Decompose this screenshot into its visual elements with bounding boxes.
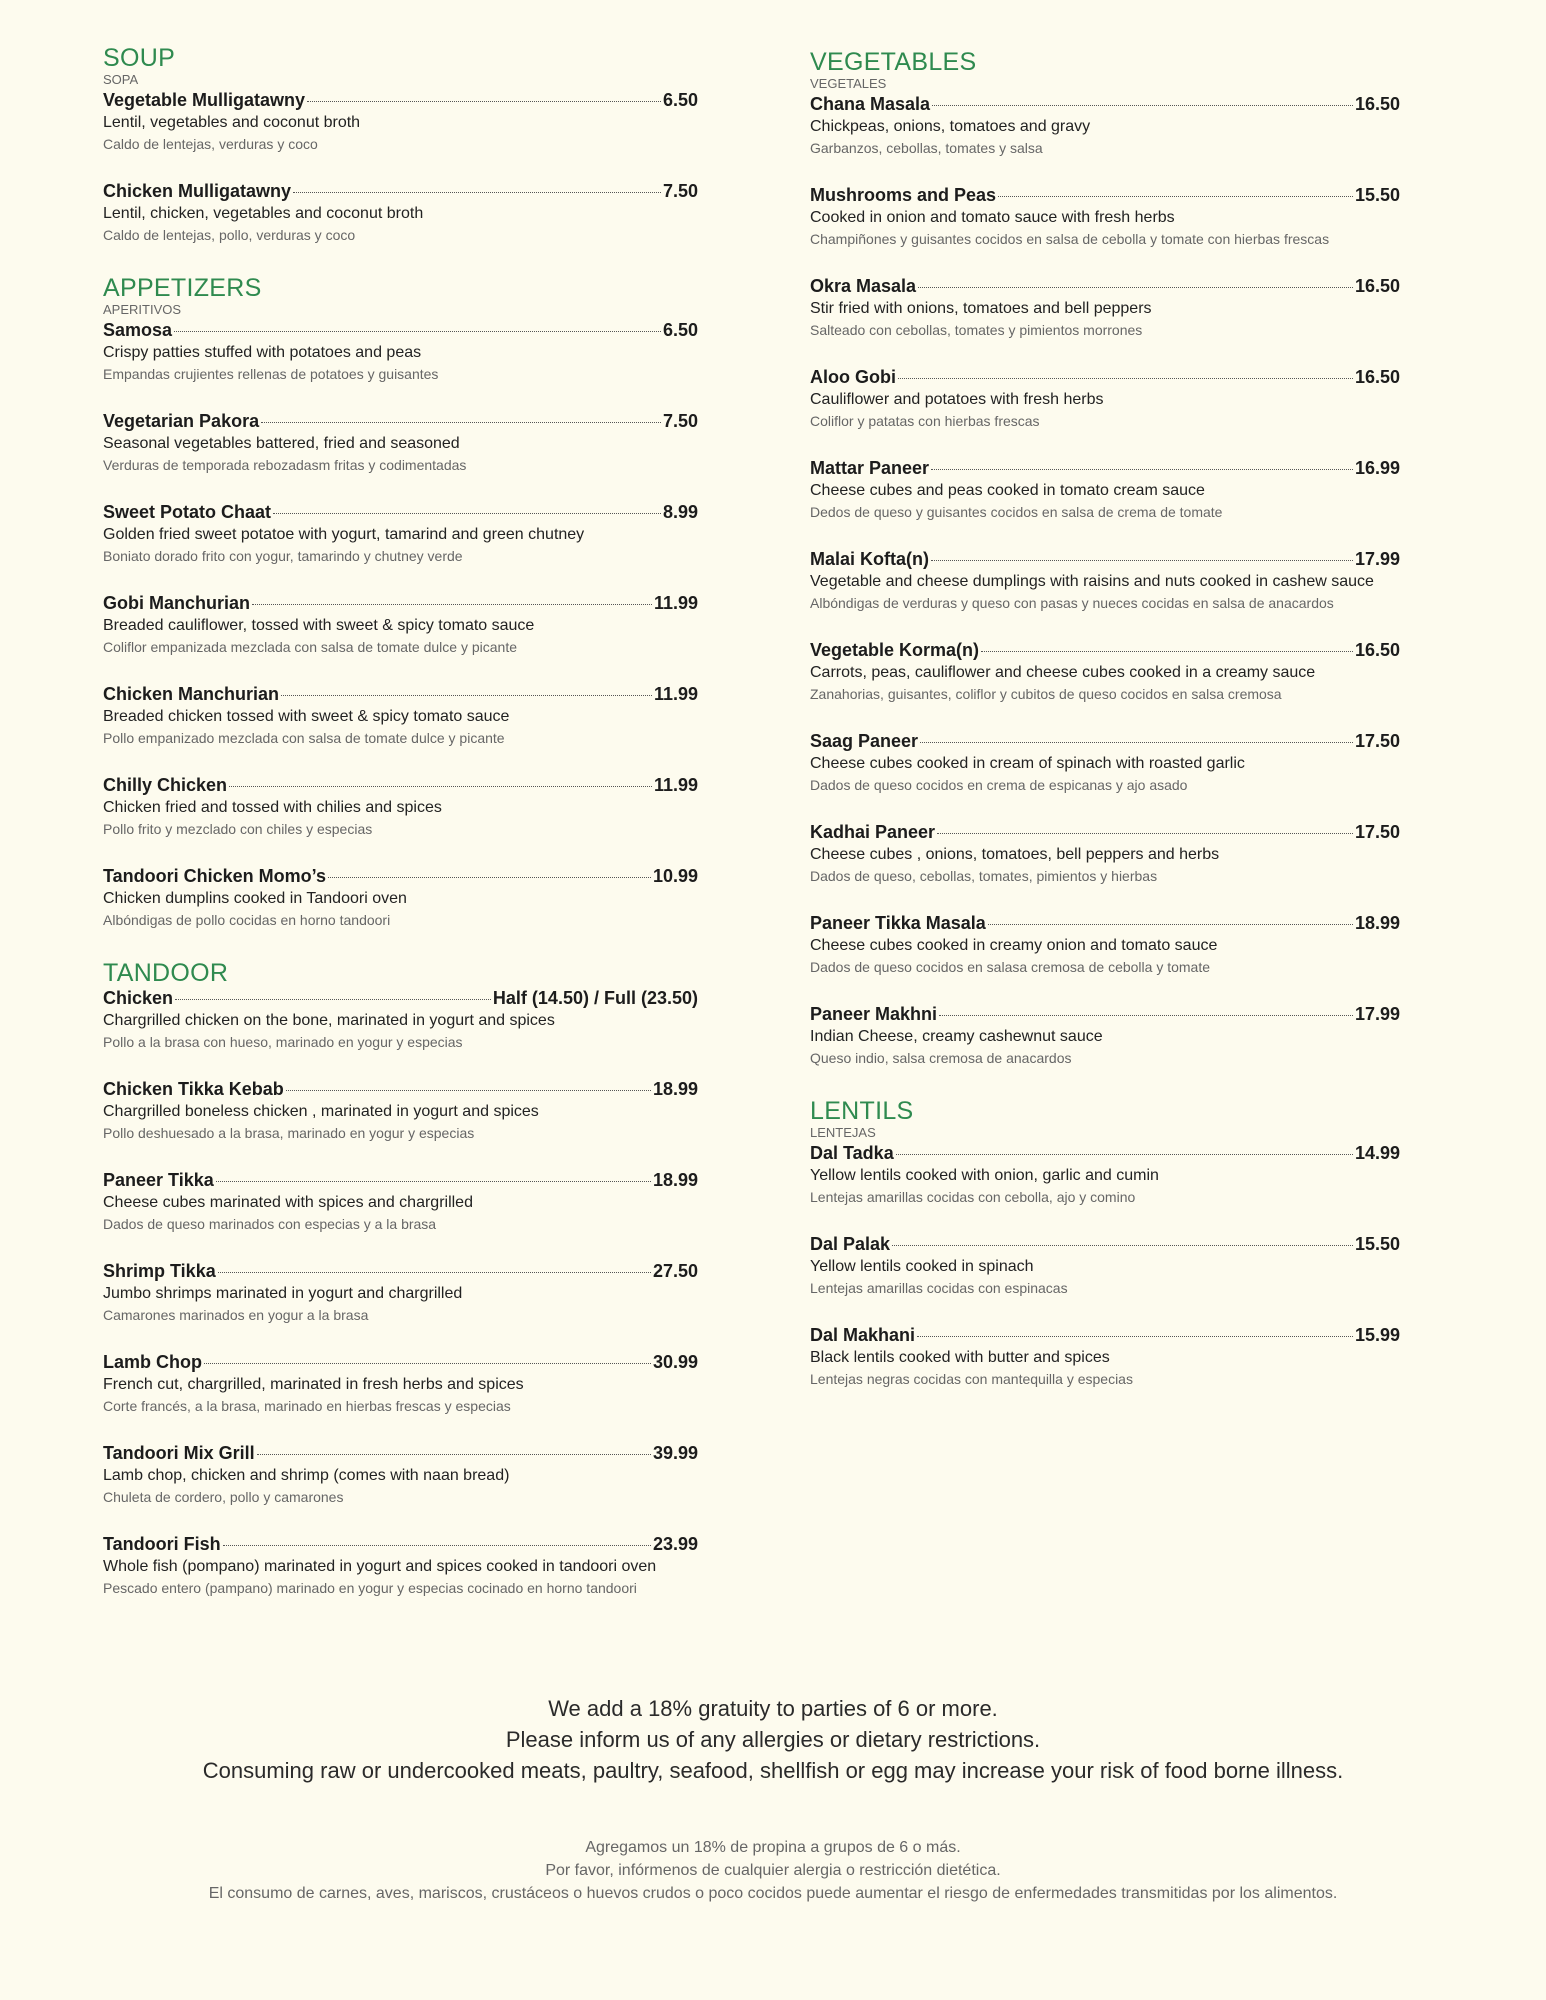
menu-item xyxy=(810,93,1400,159)
menu-item xyxy=(810,1233,1400,1299)
item-description: Stir fried with onions, tomatoes and bell peppers xyxy=(810,300,1152,317)
item-name: Paneer Tikka xyxy=(103,1170,214,1190)
item-name: Shrimp Tikka xyxy=(103,1261,216,1281)
item-price: 16.50 xyxy=(1354,276,1400,296)
dotted-leader xyxy=(218,1272,651,1273)
item-name: Chicken Manchurian xyxy=(103,684,280,704)
item-description: Cheese cubes cooked in cream of spinach with roasted garlic xyxy=(810,755,1245,772)
item-description: Golden fried sweet potatoe with yogurt, tamarind and green chutney xyxy=(103,526,585,543)
dotted-leader xyxy=(261,422,661,423)
menu-item xyxy=(810,457,1400,523)
item-name: Chilly Chicken xyxy=(103,775,228,795)
item-description-spanish: Dados de queso marinados con especias y a la brasa xyxy=(103,1216,437,1232)
item-name: Vegetarian Pakora xyxy=(103,411,260,431)
menu-item xyxy=(810,912,1400,978)
menu-item-header xyxy=(103,683,698,706)
dotted-leader xyxy=(257,1454,651,1455)
item-description: Cheese cubes and peas cooked in tomato cream sauce xyxy=(810,482,1205,499)
item-description-spanish: Dados de queso cocidos en salasa cremosa de cebolla y tomate xyxy=(810,959,1211,975)
item-price: 8.99 xyxy=(662,502,698,522)
item-price: 27.50 xyxy=(652,1261,698,1281)
item-price: 16.50 xyxy=(1354,94,1400,114)
dotted-leader xyxy=(998,196,1353,197)
item-description: Indian Cheese, creamy cashewnut sauce xyxy=(810,1028,1103,1045)
menu-item-header xyxy=(103,501,698,524)
item-description: Breaded chicken tossed with sweet & spicy tomato sauce xyxy=(103,708,510,725)
item-description-spanish: Champiñones y guisantes cocidos en salsa de cebolla y tomate con hierbas frescas xyxy=(810,231,1330,247)
item-price: 6.50 xyxy=(662,320,698,340)
item-name: Dal Palak xyxy=(810,1234,891,1254)
item-description: Vegetable and cheese dumplings with raisins and nuts cooked in cashew sauce xyxy=(810,573,1374,590)
section-title: LENTILS xyxy=(810,1097,914,1125)
menu-item-header xyxy=(103,410,698,433)
menu-section-soup xyxy=(103,44,698,246)
item-description-spanish: Corte francés, a la brasa, marinado en hierbas frescas y especias xyxy=(103,1398,511,1414)
section-subtitle: SOPA xyxy=(103,72,139,87)
item-description-spanish: Dedos de queso y guisantes cocidos en salsa de crema de tomate xyxy=(810,504,1223,520)
footer-line: We add a 18% gratuity to parties of 6 or more. xyxy=(548,1696,998,1721)
item-description-spanish: Coliflor empanizada mezclada con salsa de tomate dulce y picante xyxy=(103,639,518,655)
item-description-spanish: Dados de queso cocidos en crema de espicanas y ajo asado xyxy=(810,777,1188,793)
item-description: Crispy patties stuffed with potatoes and peas xyxy=(103,344,422,361)
item-price: 23.99 xyxy=(652,1534,698,1554)
item-price: 11.99 xyxy=(653,593,698,613)
item-name: Samosa xyxy=(103,320,173,340)
item-description-spanish: Chuleta de cordero, pollo y camarones xyxy=(103,1489,344,1505)
dotted-leader xyxy=(937,833,1353,834)
section-title: APPETIZERS xyxy=(103,274,262,302)
dotted-leader xyxy=(307,101,661,102)
footer-line: Consuming raw or undercooked meats, paultry, seafood, shellfish or egg may increase your risk of food borne illness. xyxy=(202,1758,1344,1783)
menu-item xyxy=(810,639,1400,705)
section-title: TANDOOR xyxy=(103,959,229,987)
item-description-spanish: Albóndigas de verduras y queso con pasas y nueces cocidas en salsa de anacardos xyxy=(810,595,1334,611)
menu-item-header xyxy=(810,1003,1400,1026)
menu-section-appetizers xyxy=(103,274,698,931)
menu-item xyxy=(103,1260,698,1326)
item-price: 30.99 xyxy=(652,1352,698,1372)
item-price: 15.50 xyxy=(1354,1234,1400,1254)
menu-item xyxy=(103,1442,698,1508)
item-price: 18.99 xyxy=(652,1170,698,1190)
menu-item-header xyxy=(810,821,1400,844)
dotted-leader xyxy=(286,1090,651,1091)
item-name: Tandoori Mix Grill xyxy=(103,1443,255,1463)
item-description: Cheese cubes , onions, tomatoes, bell peppers and herbs xyxy=(810,846,1220,863)
item-name: Mattar Paneer xyxy=(810,458,930,478)
menu-item xyxy=(810,1324,1400,1390)
item-price: 39.99 xyxy=(652,1443,698,1463)
footer-line: El consumo de carnes, aves, mariscos, crustáceos o huevos crudos o poco cocidos puede aumentar el riesgo de enfermedades transmitidas por los alimentos. xyxy=(208,1885,1338,1902)
menu-item xyxy=(810,275,1400,341)
item-name: Paneer Makhni xyxy=(810,1004,938,1024)
dotted-leader xyxy=(273,513,661,514)
menu-section-lentils xyxy=(810,1097,1400,1390)
menu-item-header xyxy=(103,1260,698,1283)
item-name: Vegetable Mulligatawny xyxy=(103,90,306,110)
menu-item xyxy=(103,592,698,658)
item-description: Cooked in onion and tomato sauce with fresh herbs xyxy=(810,209,1175,226)
left-column xyxy=(103,44,698,1627)
menu-item-header xyxy=(810,1324,1400,1347)
section-title: SOUP xyxy=(103,44,176,72)
item-description: Black lentils cooked with butter and spices xyxy=(810,1349,1110,1366)
dotted-leader xyxy=(328,877,651,878)
item-description: Breaded cauliflower, tossed with sweet & spicy tomato sauce xyxy=(103,617,535,634)
menu-item-header xyxy=(103,1078,698,1101)
footer-line: Por favor, infórmenos de cualquier alergia o restricción dietética. xyxy=(545,1862,1001,1879)
dotted-leader xyxy=(920,742,1353,743)
menu-item xyxy=(103,1078,698,1144)
item-name: Malai Kofta(n) xyxy=(810,549,929,569)
item-name: Dal Tadka xyxy=(810,1143,894,1163)
footer-notice-spanish xyxy=(0,1836,1546,1905)
item-price: 6.50 xyxy=(662,90,698,110)
dotted-leader xyxy=(988,924,1353,925)
dotted-leader xyxy=(981,651,1353,652)
right-column xyxy=(810,48,1400,1418)
item-name: Chicken Mulligatawny xyxy=(103,181,292,201)
item-description: Cauliflower and potatoes with fresh herbs xyxy=(810,391,1104,408)
menu-item xyxy=(103,1169,698,1235)
dotted-leader xyxy=(175,999,491,1000)
footer-notice-english xyxy=(0,1693,1546,1786)
item-description-spanish: Queso indio, salsa cremosa de anacardos xyxy=(810,1050,1072,1066)
menu-item-header xyxy=(810,457,1400,480)
menu-item xyxy=(103,1533,698,1599)
item-price: 17.50 xyxy=(1354,731,1400,751)
item-name: Chicken xyxy=(103,988,174,1008)
menu-item-header xyxy=(810,730,1400,753)
item-description-spanish: Empandas crujientes rellenas de potatoes y guisantes xyxy=(103,366,439,382)
menu-item xyxy=(103,774,698,840)
item-description: Cheese cubes marinated with spices and chargrilled xyxy=(103,1194,473,1211)
section-subtitle: VEGETALES xyxy=(810,76,887,91)
item-price: 16.50 xyxy=(1354,640,1400,660)
menu-item xyxy=(103,987,698,1053)
menu-item-header xyxy=(103,180,698,203)
item-description-spanish: Pollo a la brasa con hueso, marinado en yogur y especias xyxy=(103,1034,463,1050)
section-title: VEGETABLES xyxy=(810,48,977,76)
dotted-leader xyxy=(931,560,1353,561)
menu-item-header xyxy=(810,1142,1400,1165)
item-description-spanish: Caldo de lentejas, verduras y coco xyxy=(103,136,318,152)
item-description: Chargrilled boneless chicken , marinated in yogurt and spices xyxy=(103,1103,539,1120)
item-price: 7.50 xyxy=(662,181,698,201)
item-price: 18.99 xyxy=(652,1079,698,1099)
menu-item-header xyxy=(103,774,698,797)
item-price: 18.99 xyxy=(1354,913,1400,933)
item-description-spanish: Salteado con cebollas, tomates y pimientos morrones xyxy=(810,322,1143,338)
item-description: Lamb chop, chicken and shrimp (comes with naan bread) xyxy=(103,1467,510,1484)
item-description-spanish: Dados de queso, cebollas, tomates, pimientos y hierbas xyxy=(810,868,1158,884)
item-description: Chicken fried and tossed with chilies and spices xyxy=(103,799,442,816)
item-description-spanish: Boniato dorado frito con yogur, tamarindo y chutney verde xyxy=(103,548,463,564)
menu-item xyxy=(103,1351,698,1417)
menu-item xyxy=(103,683,698,749)
menu-item-header xyxy=(103,89,698,112)
dotted-leader xyxy=(892,1245,1353,1246)
item-name: Kadhai Paneer xyxy=(810,822,936,842)
item-price: 11.99 xyxy=(653,684,698,704)
item-name: Gobi Manchurian xyxy=(103,593,251,613)
dotted-leader xyxy=(281,695,652,696)
item-description: Chicken dumplins cooked in Tandoori oven xyxy=(103,890,407,907)
item-price: 17.99 xyxy=(1354,549,1400,569)
item-price: 14.99 xyxy=(1354,1143,1400,1163)
item-description: Jumbo shrimps marinated in yogurt and chargrilled xyxy=(103,1285,463,1302)
item-price: 10.99 xyxy=(652,866,698,886)
item-price: Half (14.50) / Full (23.50) xyxy=(492,988,698,1008)
section-subtitle: LENTEJAS xyxy=(810,1125,876,1140)
item-name: Sweet Potato Chaat xyxy=(103,502,272,522)
section-subtitle: APERITIVOS xyxy=(103,302,182,317)
item-description: Yellow lentils cooked with onion, garlic and cumin xyxy=(810,1167,1159,1184)
dotted-leader xyxy=(216,1181,651,1182)
dotted-leader xyxy=(204,1363,651,1364)
menu-item xyxy=(810,366,1400,432)
menu-item-header xyxy=(103,865,698,888)
menu-item xyxy=(103,410,698,476)
item-description: Yellow lentils cooked in spinach xyxy=(810,1258,1034,1275)
menu-item-header xyxy=(103,1442,698,1465)
dotted-leader xyxy=(223,1545,651,1546)
menu-item xyxy=(810,821,1400,887)
dotted-leader xyxy=(932,105,1353,106)
menu-item xyxy=(103,180,698,246)
item-description: Cheese cubes cooked in creamy onion and tomato sauce xyxy=(810,937,1218,954)
item-description-spanish: Lentejas amarillas cocidas con cebolla, ajo y comino xyxy=(810,1189,1136,1205)
menu-item-header xyxy=(103,319,698,342)
dotted-leader xyxy=(174,331,661,332)
footer-line: Agregamos un 18% de propina a grupos de 6 o más. xyxy=(585,1839,961,1856)
menu-section-vegetables xyxy=(810,48,1400,1069)
item-description-spanish: Caldo de lentejas, pollo, verduras y coco xyxy=(103,227,356,243)
item-description: Chickpeas, onions, tomatoes and gravy xyxy=(810,118,1091,135)
menu-item xyxy=(103,501,698,567)
item-name: Paneer Tikka Masala xyxy=(810,913,986,933)
menu-item-header xyxy=(810,548,1400,571)
menu-item xyxy=(810,1003,1400,1069)
item-price: 15.99 xyxy=(1354,1325,1400,1345)
menu-item-header xyxy=(810,366,1400,389)
item-description: Seasonal vegetables battered, fried and seasoned xyxy=(103,435,460,452)
menu-item-header xyxy=(103,1533,698,1556)
menu-item xyxy=(103,319,698,385)
item-name: Saag Paneer xyxy=(810,731,919,751)
dotted-leader xyxy=(896,1154,1353,1155)
item-description-spanish: Pollo deshuesado a la brasa, marinado en yogur y especias xyxy=(103,1125,475,1141)
item-name: Lamb Chop xyxy=(103,1352,202,1372)
item-description-spanish: Garbanzos, cebollas, tomates y salsa xyxy=(810,140,1043,156)
dotted-leader xyxy=(229,786,652,787)
item-description-spanish: Albóndigas de pollo cocidas en horno tandoori xyxy=(103,912,391,928)
item-name: Okra Masala xyxy=(810,276,917,296)
menu-item-header xyxy=(810,639,1400,662)
item-price: 16.99 xyxy=(1354,458,1400,478)
item-name: Vegetable Korma(n) xyxy=(810,640,980,660)
item-name: Chana Masala xyxy=(810,94,931,114)
dotted-leader xyxy=(918,287,1353,288)
item-description: French cut, chargrilled, marinated in fresh herbs and spices xyxy=(103,1376,524,1393)
item-price: 17.99 xyxy=(1354,1004,1400,1024)
menu-item-header xyxy=(103,987,698,1010)
item-price: 15.50 xyxy=(1354,185,1400,205)
menu-item-header xyxy=(810,1233,1400,1256)
menu-item xyxy=(810,730,1400,796)
menu-item xyxy=(810,184,1400,250)
item-description-spanish: Camarones marinados en yogur a la brasa xyxy=(103,1307,369,1323)
item-name: Dal Makhani xyxy=(810,1325,916,1345)
item-name: Chicken Tikka Kebab xyxy=(103,1079,284,1099)
menu-item-header xyxy=(103,592,698,615)
item-description: Lentil, chicken, vegetables and coconut broth xyxy=(103,205,424,222)
item-description-spanish: Pollo empanizado mezclada con salsa de tomate dulce y picante xyxy=(103,730,505,746)
menu-item-header xyxy=(810,275,1400,298)
item-price: 17.50 xyxy=(1354,822,1400,842)
menu-item-header xyxy=(810,912,1400,935)
item-description-spanish: Pescado entero (pampano) marinado en yogur y especias cocinado en horno tandoori xyxy=(103,1580,637,1596)
dotted-leader xyxy=(252,604,652,605)
menu-item xyxy=(103,865,698,931)
menu-section-tandoor xyxy=(103,959,698,1599)
item-description: Carrots, peas, cauliflower and cheese cubes cooked in a creamy sauce xyxy=(810,664,1316,681)
menu-item-header xyxy=(103,1169,698,1192)
item-description-spanish: Coliflor y patatas con hierbas frescas xyxy=(810,413,1040,429)
menu-item xyxy=(810,1142,1400,1208)
item-price: 16.50 xyxy=(1354,367,1400,387)
item-description-spanish: Lentejas amarillas cocidas con espinacas xyxy=(810,1280,1068,1296)
item-price: 7.50 xyxy=(662,411,698,431)
menu-item-header xyxy=(810,93,1400,116)
item-name: Mushrooms and Peas xyxy=(810,185,997,205)
footer-line: Please inform us of any allergies or dietary restrictions. xyxy=(505,1727,1041,1752)
dotted-leader xyxy=(293,192,661,193)
item-description-spanish: Verduras de temporada rebozadasm fritas y codimentadas xyxy=(103,457,467,473)
item-description: Whole fish (pompano) marinated in yogurt and spices cooked in tandoori oven xyxy=(103,1558,657,1575)
menu-item xyxy=(103,89,698,155)
dotted-leader xyxy=(939,1015,1353,1016)
item-name: Tandoori Fish xyxy=(103,1534,221,1554)
menu-item xyxy=(810,548,1400,614)
dotted-leader xyxy=(931,469,1353,470)
menu-item-header xyxy=(103,1351,698,1374)
item-description-spanish: Lentejas negras cocidas con mantequilla y especias xyxy=(810,1371,1133,1387)
item-description: Chargrilled chicken on the bone, marinated in yogurt and spices xyxy=(103,1012,555,1029)
item-name: Tandoori Chicken Momo’s xyxy=(103,866,327,886)
dotted-leader xyxy=(898,378,1353,379)
dotted-leader xyxy=(917,1336,1353,1337)
item-description-spanish: Pollo frito y mezclado con chiles y especias xyxy=(103,821,373,837)
menu-item-header xyxy=(810,184,1400,207)
item-name: Aloo Gobi xyxy=(810,367,896,387)
item-description: Lentil, vegetables and coconut broth xyxy=(103,114,361,131)
item-description-spanish: Zanahorias, guisantes, coliflor y cubitos de queso cocidos en salsa cremosa xyxy=(810,686,1282,702)
item-price: 11.99 xyxy=(653,775,698,795)
